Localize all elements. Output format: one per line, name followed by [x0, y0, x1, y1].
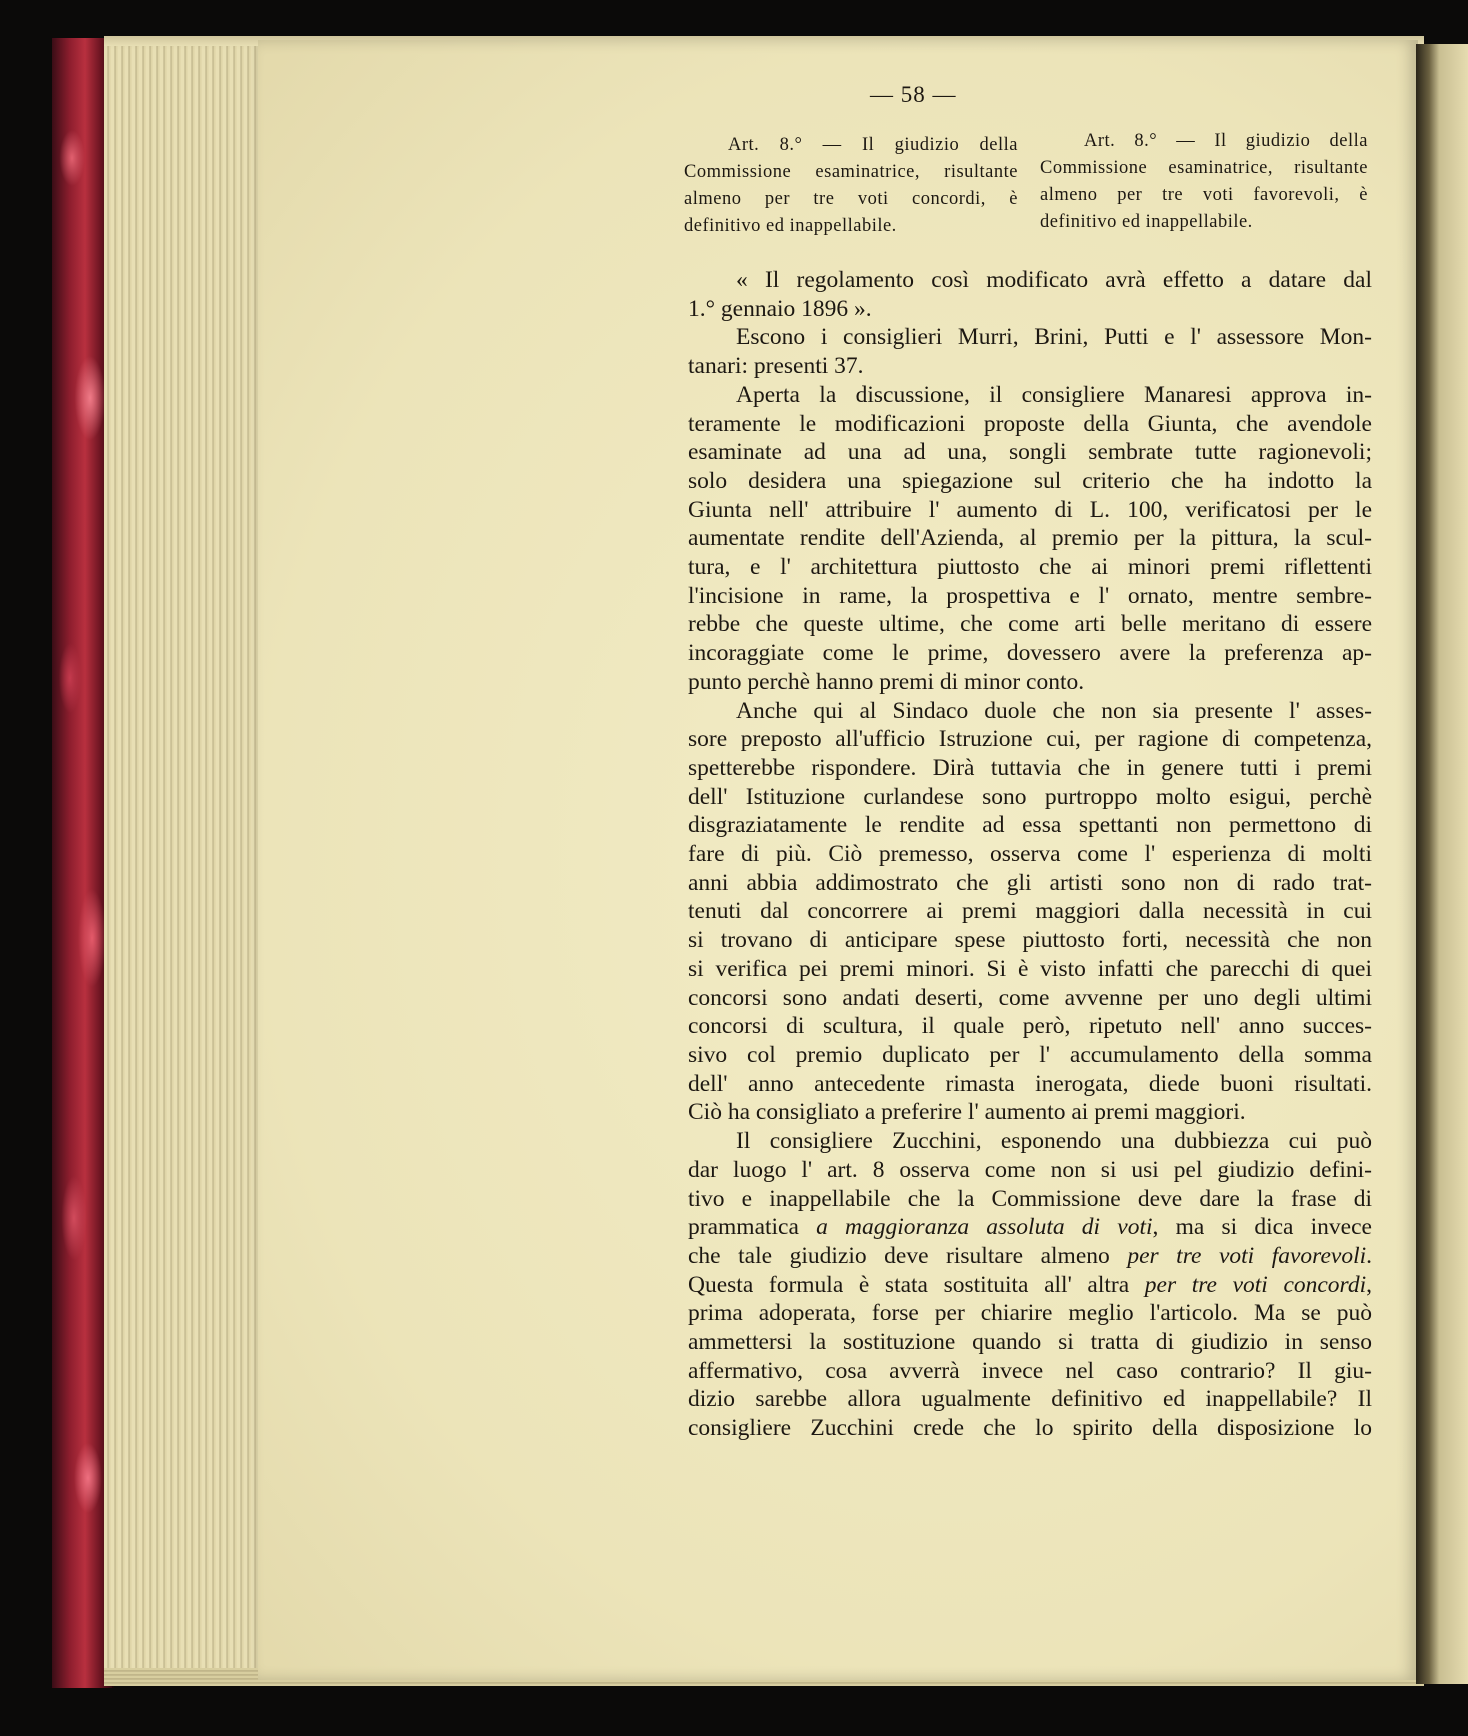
body-line: Ciò ha consigliato a preferire l' aumento ai premi maggiori. — [688, 1099, 1246, 1126]
body-line: concorsi sono andati deserti, come avvenne per uno degli ultimi — [688, 984, 1372, 1011]
body-line: solo desidera una spiegazione sul criterio che ha indotto la — [688, 467, 1372, 494]
left-column-line: almeno per tre voti concordi, è — [684, 189, 1018, 209]
body-line: incoraggiate come le prime, dovessero avere la preferenza ap- — [688, 640, 1372, 667]
body-line: l'incisione in rame, la prospettiva e l' ornato, mentre sembre- — [688, 582, 1372, 609]
body-line: si verifica pei premi minori. Si è visto infatti che parecchi di quei — [688, 955, 1372, 982]
left-column-original-text — [684, 132, 1018, 240]
left-column-line: Art. 8.° — Il giudizio della — [728, 135, 1018, 155]
body-line: Escono i consiglieri Murri, Brini, Putti e l' assessore Mon- — [736, 324, 1372, 351]
right-column-line: Art. 8.° — Il giudizio della — [1084, 131, 1368, 151]
right-column-line: almeno per tre voti favorevoli, è — [1040, 185, 1368, 205]
body-line: anni abbia addimostrato che gli artisti sono non di rado trat- — [688, 869, 1372, 896]
left-column-line: Commissione esaminatrice, risultante — [684, 162, 1018, 182]
body-line: « Il regolamento così modificato avrà effetto a datare dal — [736, 267, 1372, 293]
body-line: prima adoperata, forse per chiarire meglio l'articolo. Ma se può — [688, 1300, 1372, 1327]
body-line: Il consigliere Zucchini, esponendo una dubbiezza cui può — [736, 1128, 1372, 1155]
italic-phrase: a maggioranza assoluta di voti — [816, 1214, 1153, 1241]
right-column-modified-text — [1040, 128, 1368, 236]
body-line: esaminate ad una ad una, songli sembrate tutte ragionevoli; — [688, 439, 1372, 466]
body-line: Giunta nell' attribuire l' aumento di L. 100, verificatosi per le — [688, 496, 1372, 523]
body-line: si trovano di anticipare spese piuttosto forti, necessità che non — [688, 927, 1372, 954]
body-line: 1.° gennaio 1896 ». — [688, 295, 872, 322]
body-line: tura, e l' architettura piuttosto che ai minori premi riflettenti — [688, 554, 1372, 581]
body-line: tanari: presenti 37. — [688, 353, 864, 380]
italic-phrase: per tre voti favorevoli — [1127, 1242, 1367, 1269]
body-line: dizio sarebbe allora ugualmente definitivo ed inappellabile? Il — [688, 1386, 1372, 1413]
right-column-line: definitivo ed inappellabile. — [1040, 212, 1253, 232]
body-line: Aperta la discussione, il consigliere Manaresi approva in- — [736, 381, 1372, 408]
body-line: teramente le modificazioni proposte della Giunta, che avendole — [688, 410, 1372, 437]
body-line: concorsi di scultura, il quale però, ripetuto nell' anno succes- — [688, 1013, 1372, 1040]
body-line: prammatica a maggioranza assoluta di voti, ma si dica invece — [688, 1214, 1372, 1241]
body-line: aumentate rendite dell'Azienda, al premio per la pittura, la scul- — [688, 525, 1372, 552]
italic-phrase: per tre voti concordi — [1144, 1271, 1367, 1298]
body-line: dar luogo l' art. 8 osserva come non si usi pel giudizio defini- — [688, 1156, 1372, 1183]
body-line: affermativo, cosa avverrà invece nel caso contrario? Il giu- — [688, 1357, 1372, 1384]
page-number: — 58 — — [870, 82, 957, 107]
body-line: sivo col premio duplicato per l' accumulamento della somma — [688, 1041, 1372, 1068]
body-line: dell' Istituzione curlandese sono purtroppo molto esigui, perchè — [688, 783, 1372, 810]
body-line: sore preposto all'ufficio Istruzione cui, per ragione di competenza, — [688, 726, 1372, 753]
body-line: dell' anno antecedente rimasta inerogata, diede buoni risultati. — [688, 1070, 1372, 1097]
page-edges — [104, 40, 264, 1680]
body-line: Questa formula è stata sostituita all' altra per tre voti concordi, — [688, 1271, 1372, 1298]
body-line: che tale giudizio deve risultare almeno per tre voti favorevoli. — [688, 1242, 1373, 1269]
body-line: rebbe che queste ultime, che come arti belle meritano di essere — [688, 611, 1372, 638]
body-line: fare di più. Ciò premesso, osserva come l' esperienza di molti — [688, 841, 1372, 868]
body-line: tivo e inappellabile che la Commissione deve dare la frase di — [688, 1185, 1372, 1212]
body-line: tenuti dal concorrere ai premi maggiori dalla necessità in cui — [688, 898, 1372, 925]
body-line: punto perchè hanno premi di minor conto. — [688, 668, 1085, 695]
body-line: ammettersi la sostituzione quando si tratta di giudizio in senso — [688, 1329, 1372, 1356]
right-page-edge — [1416, 44, 1468, 1684]
body-line: disgraziatamente le rendite ad essa spettanti non permettono di — [688, 812, 1372, 839]
body-line: Anche qui al Sindaco duole che non sia presente l' asses- — [736, 697, 1372, 724]
body-line: consigliere Zucchini crede che lo spirito della disposizione lo — [688, 1415, 1372, 1442]
body-line: spetterebbe rispondere. Dirà tuttavia che in genere tutti i premi — [688, 754, 1372, 781]
left-column-line: definitivo ed inappellabile. — [684, 216, 897, 236]
body-text — [688, 266, 1372, 1443]
right-column-line: Commissione esaminatrice, risultante — [1040, 158, 1368, 178]
